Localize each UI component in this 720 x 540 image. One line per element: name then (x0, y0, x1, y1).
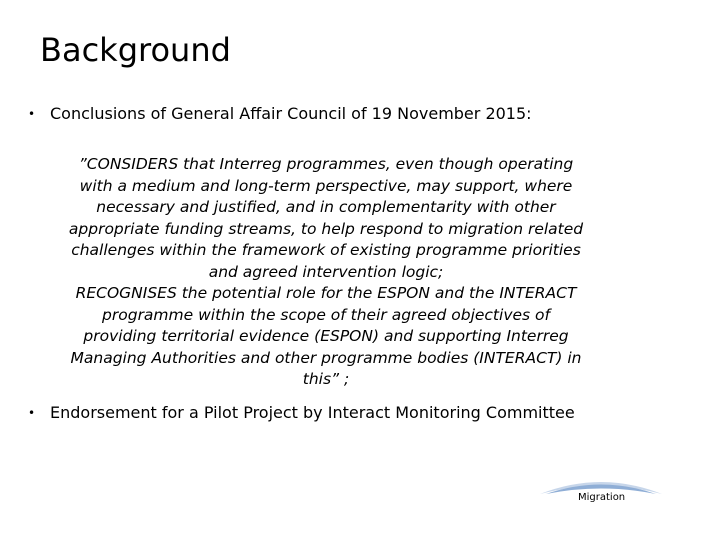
quote-line: ”CONSIDERS that Interreg programmes, even though operating (78, 155, 574, 173)
quote-line: Managing Authorities and other programme bodies (INTERACT) in (70, 348, 582, 367)
bullet-text: Endorsement for a Pilot Project by Interact Monitoring Committee (50, 403, 575, 422)
bullet-text: Conclusions of General Affair Council of 19 November 2015: (50, 104, 532, 123)
quote-line: this” ; (302, 370, 350, 388)
quote-line: and agreed intervention logic; (208, 262, 444, 281)
logo-label: Migration (578, 492, 626, 503)
quote-line: RECOGNISES the potential role for the ESPON and the INTERACT (75, 284, 577, 302)
bullet-icon: • (28, 107, 36, 121)
quote-line: appropriate funding streams, to help respond to migration related (68, 219, 584, 238)
quote-line: programme within the scope of their agreed objectives of (102, 305, 550, 324)
bullet-icon: • (28, 406, 36, 420)
bullet-item (28, 104, 532, 124)
council-quote (40, 154, 612, 391)
bullet-item (28, 403, 575, 423)
quote-line: challenges within the framework of existing programme priorities (71, 241, 581, 259)
quote-line: with a medium and long-term perspective, may support, where (79, 176, 573, 195)
quote-line: providing territorial evidence (ESPON) and supporting Interreg (83, 327, 569, 345)
slide-title: Background (40, 31, 231, 69)
quote-line: necessary and justified, and in complementarity with other (96, 198, 556, 216)
